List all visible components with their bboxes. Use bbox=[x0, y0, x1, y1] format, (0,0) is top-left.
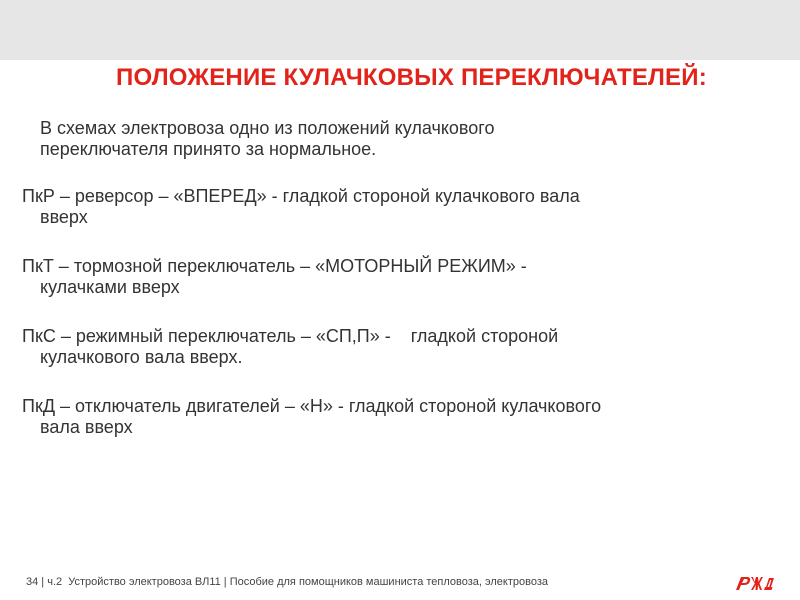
list-item-pks bbox=[22, 326, 762, 368]
list-item-line-1: ПкР – реверсор – «ВПЕРЕД» - гладкой стороной кулачкового вала bbox=[22, 186, 580, 206]
intro-line-2: переключателя принято за нормальное. bbox=[40, 139, 377, 159]
list-item-line-1: ПкД – отключатель двигателей – «Н» - гладкой стороной кулачкового bbox=[22, 396, 602, 416]
footer-caption: | ч.2 Устройство электровоза ВЛ11 | Пособие для помощников машиниста тепловоза, электровоза bbox=[38, 576, 549, 588]
list-item-line-2: кулачкового вала вверх. bbox=[40, 347, 243, 367]
list-item-pkd bbox=[22, 396, 762, 438]
list-item-pkr bbox=[22, 186, 762, 228]
slide-body bbox=[22, 118, 762, 466]
top-band bbox=[0, 0, 800, 60]
intro-paragraph bbox=[40, 118, 762, 160]
list-item-line-1: ПкТ – тормозной переключатель – «МОТОРНЫЙ РЕЖИМ» - bbox=[22, 256, 527, 276]
list-item-pkt bbox=[22, 256, 762, 298]
list-item-line-1: ПкС – режимный переключатель – «СП,П» - гладкой стороной bbox=[22, 326, 559, 346]
intro-line-1: В схемах электровоза одно из положений кулачкового bbox=[40, 118, 495, 138]
list-item-line-2: кулачками вверх bbox=[40, 277, 180, 297]
list-item-line-2: вверх bbox=[40, 207, 88, 227]
page-number: 34 bbox=[26, 576, 39, 588]
footer-text bbox=[26, 576, 548, 588]
list-item-line-2: вала вверх bbox=[40, 417, 133, 437]
rzd-logo-icon bbox=[732, 568, 776, 596]
footer bbox=[0, 568, 800, 600]
slide-title: ПОЛОЖЕНИЕ КУЛАЧКОВЫХ ПЕРЕКЛЮЧАТЕЛЕЙ: bbox=[116, 64, 707, 91]
